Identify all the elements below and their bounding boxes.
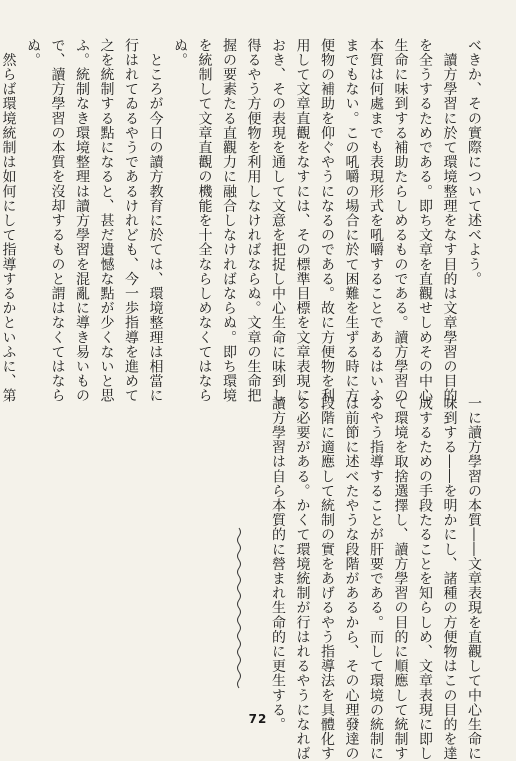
text-line: 生命に味到する補助たらしめるものである。讀方學習の xyxy=(392,38,409,403)
page-number: 72 xyxy=(248,712,268,726)
text-line: て環境を取捨選擇し、讀方學習の目的に順應して統制す xyxy=(392,396,409,761)
text-line: 味到する――を明かにし、諸種の方便物はこの目的を達 xyxy=(441,396,458,761)
text-line: 握の要素たる直觀力に融合しなければならぬ。即ち環境 xyxy=(221,38,237,403)
text-line: を全うするためである。即ち文章を直觀せしめその中心 xyxy=(417,38,433,403)
text-line: 用して文章直觀をなすには、その標準目標を文章表現に xyxy=(294,38,311,403)
text-line: で、讀方學習の本質を沒却するものと謂はなくてはなら xyxy=(49,38,66,403)
text-line: べきか、その實際について述べよう。 xyxy=(466,38,482,287)
text-line: ぬ。 xyxy=(172,38,188,68)
text-line: ふ。統制なき環境整理は讀方學習を混亂に導き易いもの xyxy=(74,38,90,403)
text-line: は前節に述べたやうな段階があるから、その心理發達の xyxy=(343,396,360,761)
text-line: 之を統制する點になると、甚だ遺憾な點が少くないと思 xyxy=(98,38,115,403)
text-line: 本質は何處までも表現形式を吼嚼することであるはいふ xyxy=(368,38,384,403)
text-line: ぬ。 xyxy=(25,38,41,68)
text-line: 讀方學習に於て環境整理をなす目的は文章學習の目的 xyxy=(441,38,458,403)
text-line: 讀方學習は自ら本質的に營まれ生命的に更生する。 xyxy=(270,396,286,732)
text-line: 然らば環境統制は如何にして指導するかといふに、第 xyxy=(0,38,17,403)
text-line: までもない。この吼嚼の場合に於て困難を生ずる時に方 xyxy=(343,38,360,403)
text-line: る必要がある。かくて環境統制が行はれるやうになれば xyxy=(294,396,311,761)
text-line: おき、その表現を通して文意を把捉し中心生命に味到し xyxy=(270,38,286,403)
section-divider-wavy-line xyxy=(232,528,246,688)
text-line: 便物の補助を仰ぐやうになるのである。故に方便物を利 xyxy=(319,38,335,403)
text-line: るやう指導することが肝要である。而して環境の統制に xyxy=(368,396,384,761)
text-line: ところが今日の讀方教育に於ては、環境整理は相當に xyxy=(147,38,164,403)
text-line: 成するための手段たることを知らしめ、文章表現に即し xyxy=(417,396,433,761)
text-line: 得るやう方便物を利用しなければならぬ。文章の生命把 xyxy=(245,38,262,403)
upper-text-block xyxy=(0,38,486,403)
text-line: 行はれてゐるやうであるけれども、今一歩指導を進めて xyxy=(123,38,139,403)
text-line: 段階に適應して統制の實をあげるやう指導法を具體化す xyxy=(319,396,335,761)
text-line: 一に讀方學習の本質――文章表現を直觀して中心生命に xyxy=(466,396,482,761)
text-line: を統制して文章直觀の機能を十全ならしめなくてはなら xyxy=(196,38,213,403)
